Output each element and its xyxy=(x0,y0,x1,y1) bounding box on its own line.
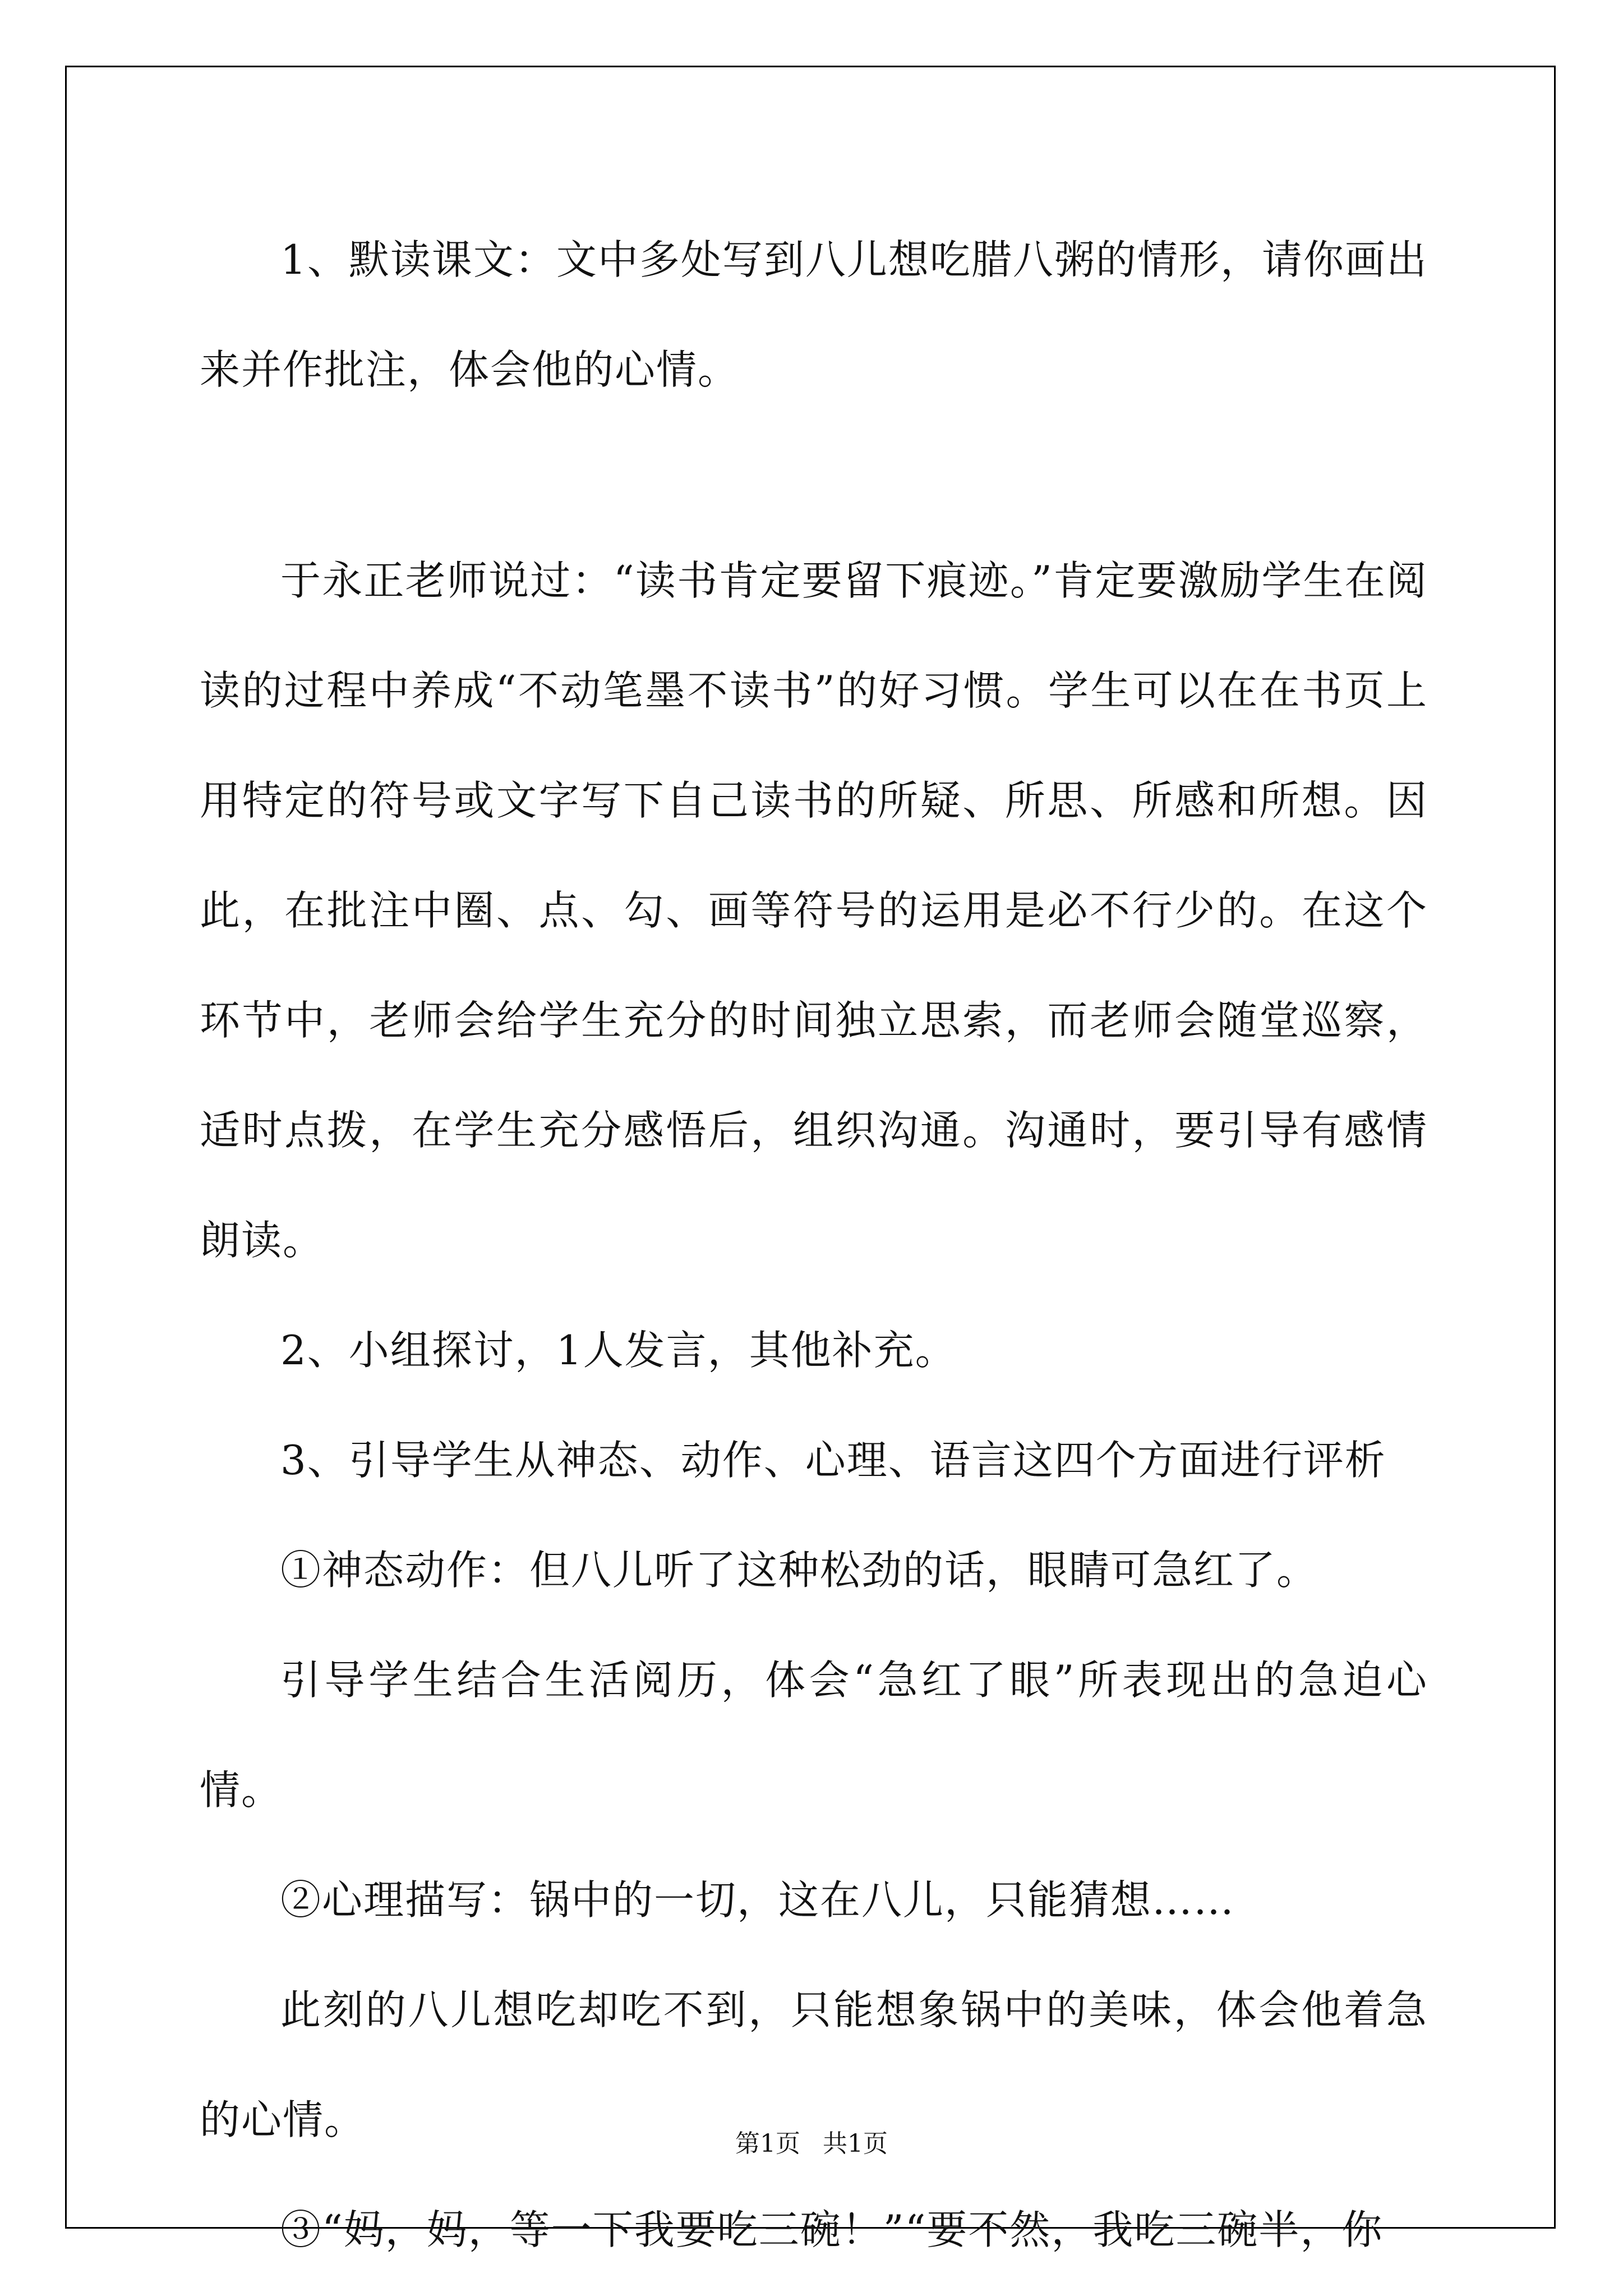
paragraph-expression-action: ①神态动作：但八儿听了这种松劲的话，眼睛可急红了。 xyxy=(280,1547,1318,1594)
paragraph-gap xyxy=(200,425,1428,526)
paragraph-task-3: 3、引导学生从神态、动作、心理、语言这四个方面进行评析 xyxy=(280,1437,1386,1484)
paragraph-psychology: ②心理描写：锅中的一切，这在八儿，只能猜想…… xyxy=(280,1876,1235,1924)
paragraph-task-1: 1、默读课文：文中多处写到八儿想吃腊八粥的情形，请你画出来并作批注，体会他的心情。 xyxy=(200,236,1428,393)
page-total: 共1页 xyxy=(823,2129,888,2158)
paragraph-guide-life: 引导学生结合生活阅历，体会“急红了眼”所表现出的急迫心情。 xyxy=(200,1657,1428,1814)
page-footer xyxy=(0,2123,1623,2159)
document-body xyxy=(200,205,1428,2285)
paragraph-imagine: 此刻的八儿想吃却吃不到，只能想象锅中的美味，体会他着急的心情。 xyxy=(200,1986,1428,2143)
paragraph-teacher-quote: 于永正老师说过：“读书肯定要留下痕迹。”肯定要激励学生在阅读的过程中养成“不动笔墨不读书”的好习惯。学生可以在在书页上用特定的符号或文字写下自己读书的所疑、所思、所感和所想。因此，在批注中圈、点、勾、画等符号的运用是必不行少的。在这个环节中，老师会给学生充分的时间独立思索，而老师会随堂巡察，适时点拨，在学生充分感悟后，组织沟通。沟通时，要引导有感情朗读。 xyxy=(200,557,1428,1264)
paragraph-language: ③“妈，妈，等一下我要吃三碗！”“要不然，我吃三碗半，你 xyxy=(280,2206,1384,2253)
paragraph-task-2: 2、小组探讨，1人发言，其他补充。 xyxy=(280,1327,957,1374)
page-number: 第1页 xyxy=(735,2129,800,2158)
